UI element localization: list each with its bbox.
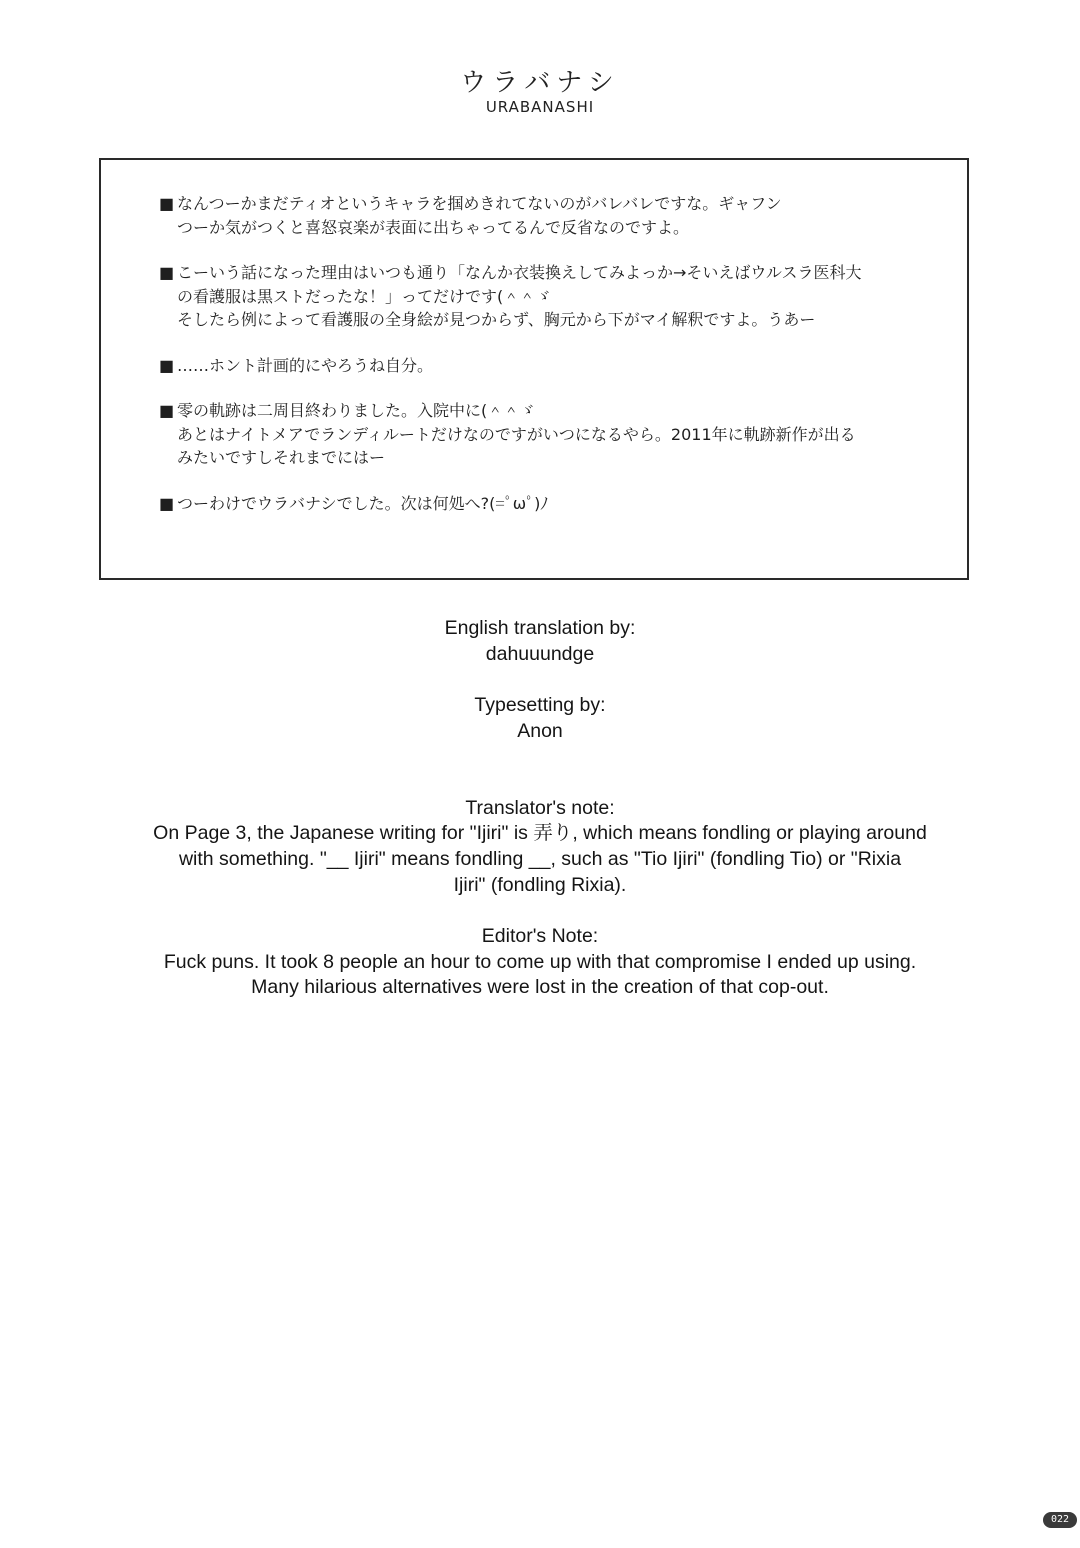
note-line: つーわけでウラバナシでした。次は何処へ?(=ﾟωﾟ)ﾉ xyxy=(177,493,549,513)
editor-note-line: Many hilarious alternatives were lost in the creation of that cop-out. xyxy=(251,976,829,999)
bullet-square-icon: ■ xyxy=(159,355,175,375)
translator-note-line: Ijiri" (fondling Rixia). xyxy=(453,873,627,896)
translator-note-heading: Translator's note: xyxy=(465,796,615,819)
editor-note-heading: Editor's Note: xyxy=(481,925,599,947)
bullet-square-icon: ■ xyxy=(159,493,175,513)
note-line: の看護服は黒ストだったな！」ってだけです(＾＾ゞ xyxy=(177,286,552,306)
bullet-square-icon: ■ xyxy=(159,263,175,282)
note-line: そしたら例によって看護服の全身絵が見つからず、胸元から下がマイ解釈ですよ。うあー xyxy=(177,310,816,329)
note-line: ……ホント計画的にやろうね自分。 xyxy=(177,355,434,375)
translator-note xyxy=(0,796,1080,899)
note-item xyxy=(159,492,949,516)
bullet-square-icon: ■ xyxy=(159,194,175,213)
note-line: つーか気がつくと喜怒哀楽が表面に出ちゃってるんで反省なのですよ。 xyxy=(177,217,690,237)
note-line: みたいですしそれまでにはー xyxy=(177,448,386,467)
note-line: こーいう話になった理由はいつも通り「なんか衣装換えしてみよっか→そいえばウルスラ医科大 xyxy=(177,263,862,282)
translator-note-line: with something. "__ Ijiri" means fondling __, such as "Tio Ijiri" (fondling Tio) or "Rixia xyxy=(178,847,902,870)
editor-note-line: Fuck puns. It took 8 people an hour to come up with that compromise I ended up using. xyxy=(163,950,917,973)
credits-section xyxy=(0,616,1080,1027)
bullet-square-icon: ■ xyxy=(159,401,175,420)
note-line: なんつーかまだティオというキャラを掴めきれてないのがバレバレですな。ギャフン xyxy=(177,194,782,213)
notes-list xyxy=(159,192,949,537)
title-japanese: ウラバナシ xyxy=(460,68,620,98)
note-line: 零の軌跡は二周目終わりました。入院中に(＾＾ゞ xyxy=(177,401,536,420)
typesetting-credit xyxy=(0,693,1080,744)
title-english: URABANASHI xyxy=(485,98,595,116)
translator-note-line: On Page 3, the Japanese writing for "Ijiri" is 弄り, which means fondling or playing around xyxy=(153,822,927,845)
page-number-badge: 022 xyxy=(1043,1512,1077,1528)
note-item xyxy=(159,192,949,239)
editor-note xyxy=(0,924,1080,1001)
note-item xyxy=(159,399,949,470)
typesetting-heading: Typesetting by: xyxy=(474,694,606,717)
translation-heading: English translation by: xyxy=(444,617,636,639)
page-header xyxy=(0,68,1080,116)
translation-credit xyxy=(0,616,1080,667)
translator-name: dahuuundge xyxy=(485,642,595,665)
note-item xyxy=(159,354,949,378)
note-line: あとはナイトメアでランディルートだけなのですがいつになるやら。2011年に軌跡新作が出る xyxy=(177,424,856,444)
typesetter-name: Anon xyxy=(517,719,563,742)
note-item xyxy=(159,261,949,332)
author-notes-box xyxy=(99,158,969,580)
